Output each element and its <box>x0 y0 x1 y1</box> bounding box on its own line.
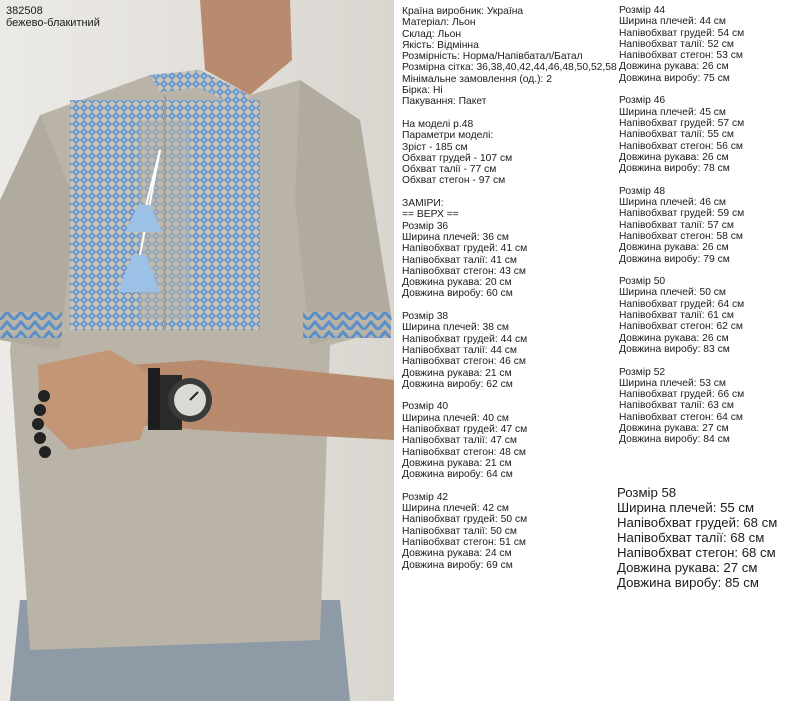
size-line: Напівобхват грудей: 59 см <box>619 208 745 220</box>
measurements-subheading: == ВЕРХ == <box>402 209 459 221</box>
size-line: Довжина рукава: 26 см <box>619 332 729 344</box>
size-line: Напівобхват стегон: 46 см <box>402 356 526 368</box>
size-line: Напівобхват грудей: 44 см <box>402 333 528 345</box>
model-line: Зріст - 185 см <box>402 141 468 153</box>
size-line: Напівобхват талії: 63 см <box>619 400 734 412</box>
spec-line: Склад: Льон <box>402 28 462 40</box>
size-line: Ширина плечей: 46 см <box>619 197 727 209</box>
size-line: Напівобхват стегон: 58 см <box>619 230 743 242</box>
size-line: Напівобхват стегон: 48 см <box>402 446 526 458</box>
size-title: Розмір 42 <box>402 491 449 503</box>
size-line: Напівобхват стегон: 62 см <box>619 321 743 333</box>
size-title: Розмір 50 <box>619 276 666 288</box>
size-line: Напівобхват талії: 68 см <box>617 530 765 545</box>
size-line: Ширина плечей: 40 см <box>402 412 510 424</box>
spec-column-left <box>402 6 617 571</box>
size-line: Напівобхват талії: 55 см <box>619 129 734 141</box>
size-line: Ширина плечей: 44 см <box>619 16 727 28</box>
size-line: Довжина виробу: 79 см <box>619 253 730 265</box>
model-line: Обхват грудей - 107 см <box>402 152 513 164</box>
size-title: Розмір 36 <box>402 220 449 232</box>
size-line: Довжина рукава: 24 см <box>402 548 512 560</box>
size-line: Довжина рукава: 26 см <box>619 151 729 163</box>
size-line: Напівобхват талії: 50 см <box>402 525 517 537</box>
measurements-heading: ЗАМІРИ: <box>402 198 444 210</box>
size-line: Довжина виробу: 84 см <box>619 434 730 446</box>
size-line: Довжина рукава: 26 см <box>619 61 729 73</box>
size-line: Напівобхват стегон: 43 см <box>402 265 526 277</box>
size-line: Довжина рукава: 26 см <box>619 242 729 254</box>
size-line: Напівобхват стегон: 53 см <box>619 50 743 62</box>
size-line: Напівобхват грудей: 47 см <box>402 423 528 435</box>
size-title: Розмір 58 <box>617 485 677 500</box>
spec-line: Пакування: Пакет <box>402 96 487 108</box>
shirt-illustration <box>0 0 394 701</box>
spec-column-right <box>619 5 744 446</box>
size-line: Довжина рукава: 27 см <box>619 422 729 434</box>
size-line: Довжина виробу: 85 см <box>617 575 759 590</box>
size-line: Ширина плечей: 36 см <box>402 231 510 243</box>
size-title: Розмір 40 <box>402 401 449 413</box>
size-title: Розмір 48 <box>619 185 666 197</box>
size-line: Довжина виробу: 62 см <box>402 378 513 390</box>
size-line: Довжина рукава: 21 см <box>402 457 512 469</box>
size-line: Напівобхват стегон: 64 см <box>619 411 743 423</box>
size-line: Напівобхват талії: 57 см <box>619 219 734 231</box>
size-line: Довжина рукава: 21 см <box>402 367 512 379</box>
model-line: На моделі р.48 <box>402 118 474 130</box>
model-line: Обхват стегон - 97 см <box>402 175 506 187</box>
size-line: Напівобхват стегон: 68 см <box>617 545 776 560</box>
size-line: Напівобхват грудей: 68 см <box>617 515 778 530</box>
size-line: Напівобхват талії: 52 см <box>619 38 734 50</box>
spec-line: Матеріал: Льон <box>402 17 476 29</box>
size-line: Напівобхват талії: 41 см <box>402 254 517 266</box>
size-line: Довжина виробу: 64 см <box>402 469 513 481</box>
size-line: Довжина виробу: 69 см <box>402 559 513 571</box>
model-line: Обхват талії - 77 см <box>402 164 497 176</box>
spec-line: Країна виробник: Україна <box>402 6 524 17</box>
size-line: Довжина виробу: 75 см <box>619 72 730 84</box>
size-line: Напівобхват стегон: 51 см <box>402 536 526 548</box>
size-line: Ширина плечей: 38 см <box>402 322 510 334</box>
product-code: 382508 <box>6 5 43 17</box>
size-title: Розмір 38 <box>402 311 449 323</box>
size-line: Ширина плечей: 55 см <box>617 500 755 515</box>
size-title: Розмір 46 <box>619 95 666 107</box>
size-line: Напівобхват грудей: 50 см <box>402 514 528 526</box>
size-line: Ширина плечей: 50 см <box>619 287 727 299</box>
size-line: Довжина виробу: 83 см <box>619 343 730 355</box>
size-line: Напівобхват грудей: 54 см <box>619 27 745 39</box>
spec-line: Якість: Відмінна <box>402 39 479 51</box>
spec-line: Бірка: Ні <box>402 85 443 97</box>
size-title: Розмір 52 <box>619 366 666 378</box>
spec-line: Розмірність: Норма/Напівбатал/Батал <box>402 51 583 63</box>
size-line: Напівобхват грудей: 41 см <box>402 243 528 255</box>
model-line: Параметри моделі: <box>402 130 494 142</box>
size-line: Ширина плечей: 42 см <box>402 503 510 515</box>
size-line: Напівобхват грудей: 64 см <box>619 298 745 310</box>
size-line: Довжина рукава: 27 см <box>617 560 758 575</box>
size-title: Розмір 44 <box>619 5 666 16</box>
spec-line: Розмірна сітка: 36,38,40,42,44,46,48,50,52,58 <box>402 62 617 74</box>
size-line: Напівобхват талії: 47 см <box>402 435 517 447</box>
product-color: бежево-блакитний <box>6 17 100 29</box>
spec-line: Мінімальне замовлення (од.): 2 <box>402 73 552 85</box>
size-line: Напівобхват стегон: 56 см <box>619 140 743 152</box>
size-line: Ширина плечей: 53 см <box>619 377 727 389</box>
size-line: Довжина виробу: 60 см <box>402 288 513 300</box>
size-line: Напівобхват талії: 61 см <box>619 310 734 322</box>
size-line: Напівобхват грудей: 57 см <box>619 117 745 129</box>
size-line: Напівобхват грудей: 66 см <box>619 389 745 401</box>
size-line: Ширина плечей: 45 см <box>619 106 727 118</box>
product-photo <box>0 0 394 701</box>
size-58-block <box>617 485 777 590</box>
size-line: Напівобхват талії: 44 см <box>402 344 517 356</box>
size-line: Довжина рукава: 20 см <box>402 277 512 289</box>
size-line: Довжина виробу: 78 см <box>619 163 730 175</box>
